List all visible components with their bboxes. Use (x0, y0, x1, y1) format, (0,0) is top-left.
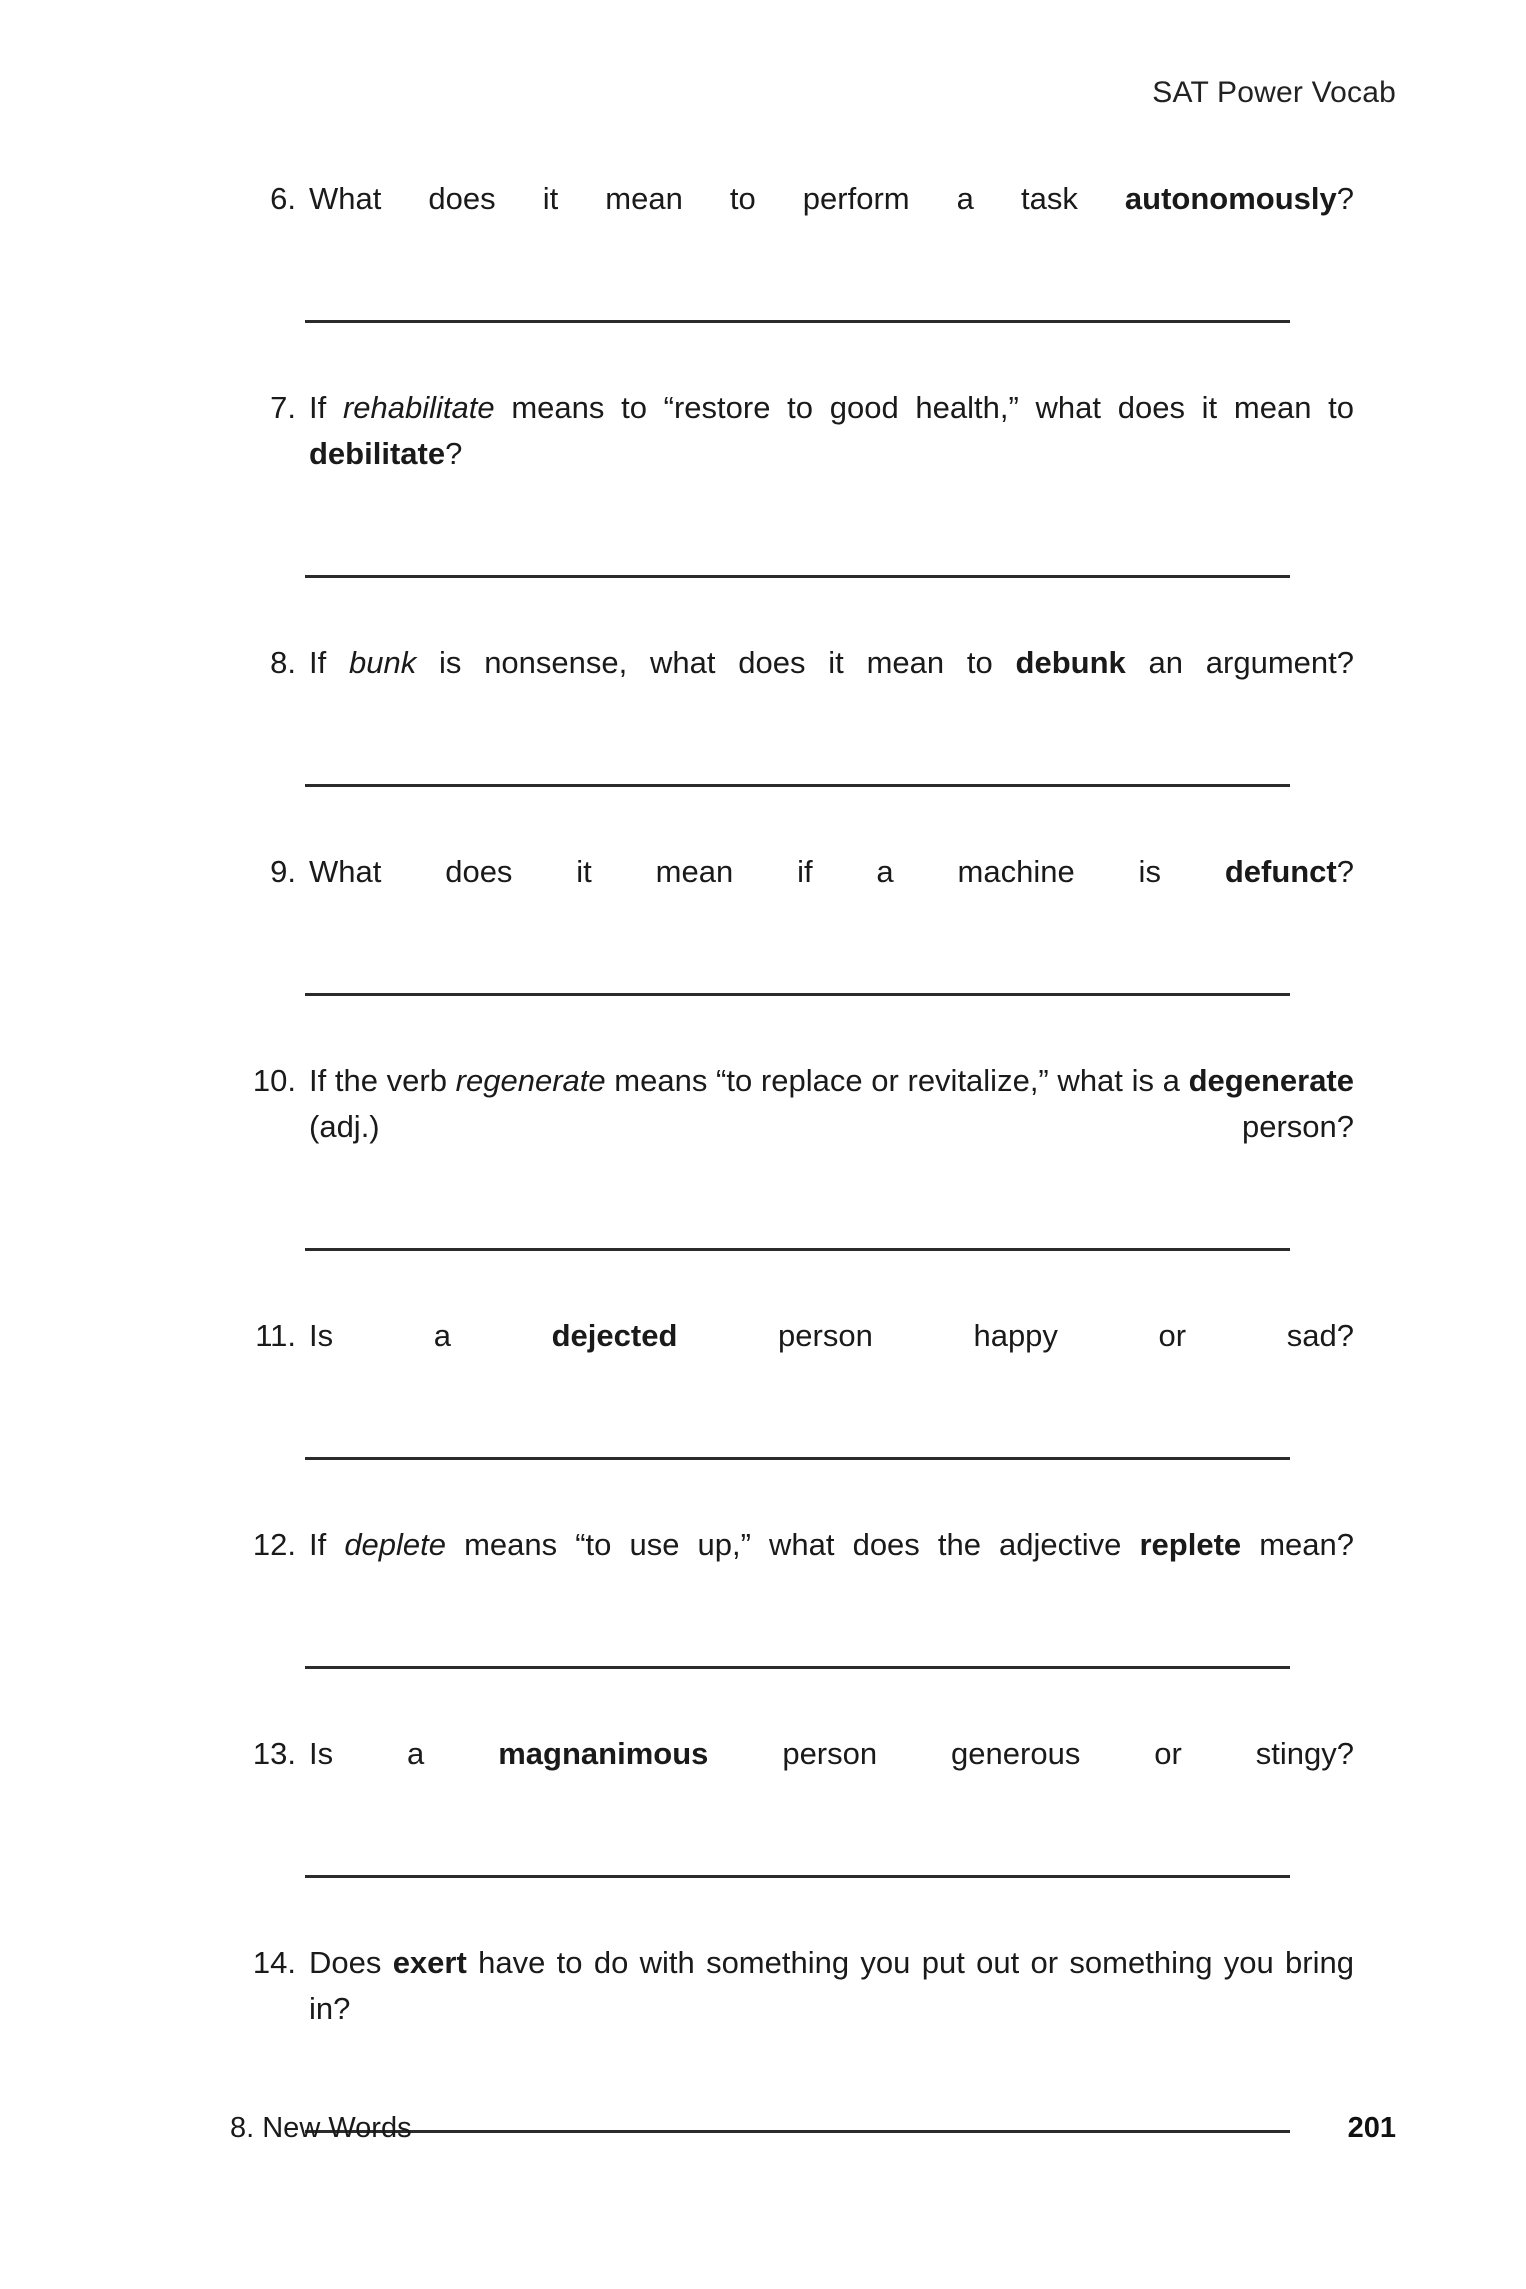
spacer (0, 578, 1526, 640)
question-number: 7. (270, 390, 296, 425)
running-head: SAT Power Vocab (1152, 76, 1396, 109)
question-text (309, 849, 1354, 941)
question-number: 9. (270, 854, 296, 889)
question-item (0, 1940, 1526, 2078)
spacer (0, 1196, 1526, 1248)
vocab-word-italic: regenerate (455, 1063, 606, 1098)
vocab-word-italic: rehabilitate (342, 390, 495, 425)
question-text-run: Is a (309, 1736, 499, 1771)
spacer (0, 1460, 1526, 1522)
question-text-run: ? (445, 436, 463, 471)
question-item (0, 640, 1526, 732)
question-item (0, 1731, 1526, 1823)
question-text (309, 640, 1354, 732)
question-item (0, 385, 1526, 523)
question-text (309, 176, 1354, 268)
spacer (0, 941, 1526, 993)
question-text-run: is nonsense, what does it mean to (416, 645, 1016, 680)
spacer (0, 1405, 1526, 1457)
question-text (309, 1058, 1354, 1196)
page-footer (230, 2114, 1396, 2143)
spacer (0, 787, 1526, 849)
vocab-word-bold: debilitate (309, 436, 446, 471)
question-text-run: person generous or stingy? (708, 1736, 1354, 1771)
question-number: 11. (255, 1318, 296, 1353)
question-text-run: ? (1336, 854, 1354, 889)
spacer (0, 323, 1526, 385)
vocab-word-italic: deplete (344, 1527, 447, 1562)
spacer (0, 268, 1526, 320)
vocab-word-bold: dejected (551, 1318, 678, 1353)
vocab-word-bold: exert (392, 1945, 467, 1980)
question-item (0, 1522, 1526, 1614)
spacer (0, 996, 1526, 1058)
question-number: 14. (252, 1945, 296, 1980)
question-text-run: mean? (1241, 1527, 1354, 1562)
question-list (0, 176, 1526, 2195)
question-item (0, 176, 1526, 268)
question-text (309, 1731, 1354, 1823)
question-text-run: If (309, 645, 350, 680)
spacer (0, 1823, 1526, 1875)
vocab-word-bold: replete (1139, 1527, 1242, 1562)
question-text-run: What does it mean to perform a task (309, 181, 1125, 216)
spacer (0, 1614, 1526, 1666)
question-number: 13. (252, 1736, 296, 1771)
vocab-word-italic: bunk (349, 645, 417, 680)
vocab-word-bold: magnanimous (498, 1736, 709, 1771)
question-text-run: What does it mean if a machine is (309, 854, 1225, 889)
question-text-run: (adj.) person? (309, 1109, 1354, 1144)
question-text-run: means to “restore to good health,” what does it mean to (494, 390, 1355, 425)
question-text-run: If the verb (309, 1063, 456, 1098)
question-text-run: Does (309, 1945, 393, 1980)
question-text-run: person happy or sad? (677, 1318, 1354, 1353)
question-text-run: If (309, 390, 343, 425)
question-text-run: Is a (309, 1318, 552, 1353)
question-number: 12. (252, 1527, 296, 1562)
question-text (309, 1313, 1354, 1405)
question-item (0, 849, 1526, 941)
question-text-run: means “to replace or revitalize,” what is a (605, 1063, 1189, 1098)
vocab-word-bold: degenerate (1188, 1063, 1354, 1098)
question-item (0, 1058, 1526, 1196)
question-text-run: If (309, 1527, 345, 1562)
spacer (0, 523, 1526, 575)
question-text-run: ? (1336, 181, 1354, 216)
question-text-run: have to do with something you put out or something you bring in? (309, 1945, 1354, 2026)
question-number: 6. (270, 181, 296, 216)
question-item (0, 1313, 1526, 1405)
question-text (309, 1940, 1354, 2078)
vocab-word-bold: defunct (1224, 854, 1337, 889)
spacer (0, 1251, 1526, 1313)
vocab-word-bold: debunk (1015, 645, 1126, 680)
spacer (0, 1669, 1526, 1731)
question-number: 8. (270, 645, 296, 680)
question-text (309, 385, 1354, 523)
footer-chapter-label: 8. New Words (230, 2112, 412, 2144)
question-text-run: an argument? (1125, 645, 1355, 680)
spacer (0, 1878, 1526, 1940)
question-text (309, 1522, 1354, 1614)
spacer (0, 732, 1526, 784)
footer-page-number: 201 (1347, 2112, 1396, 2144)
question-text-run: means “to use up,” what does the adjective (446, 1527, 1140, 1562)
vocab-word-bold: autonomously (1124, 181, 1337, 216)
question-number: 10. (252, 1063, 296, 1098)
